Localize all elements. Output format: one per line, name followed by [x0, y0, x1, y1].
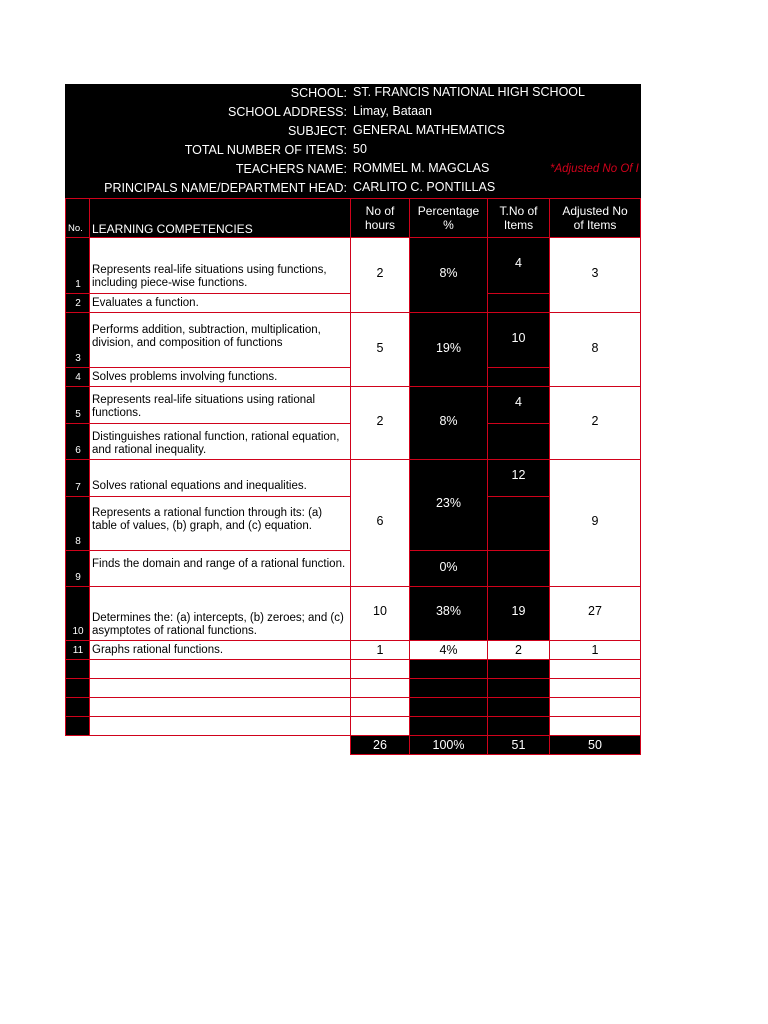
row-5-number: 5	[65, 386, 90, 424]
empty-row-cell	[409, 697, 488, 717]
adjusted-group-1[interactable]: 3	[549, 237, 641, 313]
percentage-group-2: 19%	[409, 312, 488, 387]
tno-blank-5	[487, 550, 550, 587]
adjusted-group-2[interactable]: 8	[549, 312, 641, 387]
empty-row-cell[interactable]	[549, 716, 641, 736]
empty-row-cell	[487, 697, 550, 717]
col-hours-label-1: No of	[365, 204, 395, 218]
total-tno: 51	[487, 735, 550, 755]
empty-row-cell	[409, 716, 488, 736]
total-adjusted: 50	[549, 735, 641, 755]
adjusted-group-6[interactable]: 1	[549, 640, 641, 660]
total-items-value[interactable]: 50	[353, 142, 367, 156]
tno-group-3: 4	[487, 386, 550, 424]
address-row	[65, 103, 641, 122]
address-value[interactable]: Limay, Bataan	[353, 104, 432, 118]
tno-blank-1	[487, 293, 550, 313]
empty-row-cell[interactable]	[549, 697, 641, 717]
empty-row-number	[65, 697, 90, 717]
col-adjusted-label-2: of Items	[573, 218, 617, 232]
hours-group-1[interactable]: 2	[350, 237, 410, 313]
tno-blank-4	[487, 496, 550, 551]
empty-row-cell[interactable]	[350, 697, 410, 717]
row-11-number: 11	[65, 640, 90, 660]
competency-7[interactable]: Solves rational equations and inequalities.	[89, 459, 351, 497]
tno-group-2: 10	[487, 312, 550, 368]
adjusted-note: *Adjusted No Of I	[550, 163, 639, 175]
row-6-number: 6	[65, 423, 90, 460]
total-hours: 26	[350, 735, 410, 755]
row-7-number: 7	[65, 459, 90, 497]
total-percentage: 100%	[409, 735, 488, 755]
principal-label: PRINCIPALS NAME/DEPARTMENT HEAD:	[104, 181, 347, 195]
hours-group-2[interactable]: 5	[350, 312, 410, 387]
empty-row-cell	[409, 678, 488, 698]
col-competencies-header	[89, 198, 351, 238]
empty-row-cell[interactable]	[89, 659, 351, 679]
hours-group-5[interactable]: 10	[350, 586, 410, 641]
competency-8[interactable]: Represents a rational function through its: (a) table of values, (b) graph, and (c) equation.	[89, 496, 351, 551]
hours-group-4[interactable]: 6	[350, 459, 410, 587]
tno-blank-3	[487, 423, 550, 460]
hours-group-3[interactable]: 2	[350, 386, 410, 460]
competency-1[interactable]: Represents real-life situations using functions, including piece-wise functions.	[89, 237, 351, 294]
row-3-number: 3	[65, 312, 90, 368]
empty-row-cell[interactable]	[89, 716, 351, 736]
competency-6[interactable]: Distinguishes rational function, rational equation, and rational inequality.	[89, 423, 351, 460]
school-label: SCHOOL:	[290, 86, 347, 100]
teacher-value[interactable]: ROMMEL M. MAGCLAS	[353, 161, 490, 175]
empty-row-cell[interactable]	[350, 678, 410, 698]
percentage-group-4: 23%	[409, 459, 488, 551]
adjusted-group-4[interactable]: 9	[549, 459, 641, 587]
empty-row-cell	[487, 659, 550, 679]
row-2-number: 2	[65, 293, 90, 313]
school-value[interactable]: ST. FRANCIS NATIONAL HIGH SCHOOL	[353, 85, 585, 99]
empty-row-number	[65, 659, 90, 679]
competency-3[interactable]: Performs addition, subtraction, multiplication, division, and composition of functions	[89, 312, 351, 368]
competency-5[interactable]: Represents real-life situations using rational functions.	[89, 386, 351, 424]
teacher-label: TEACHERS NAME:	[235, 162, 347, 176]
col-tno-label-2: Items	[503, 218, 534, 232]
total-items-label: TOTAL NUMBER OF ITEMS:	[184, 143, 347, 157]
tno-group-4: 12	[487, 459, 550, 497]
col-no-label: No.	[68, 223, 83, 234]
total-items-row	[65, 141, 641, 160]
principal-row	[65, 179, 641, 198]
percentage-group-5: 0%	[409, 550, 488, 587]
row-9-number: 9	[65, 550, 90, 587]
competency-11[interactable]: Graphs rational functions.	[89, 640, 351, 660]
empty-row-cell[interactable]	[89, 678, 351, 698]
empty-row-number	[65, 678, 90, 698]
col-percentage-header	[409, 198, 488, 238]
col-adjusted-header	[549, 198, 641, 238]
col-competencies-label: LEARNING COMPETENCIES	[92, 222, 253, 236]
empty-row-cell[interactable]	[350, 716, 410, 736]
hours-group-6[interactable]: 1	[350, 640, 410, 660]
percentage-group-6: 38%	[409, 586, 488, 641]
col-hours-label-2: hours	[364, 218, 396, 232]
empty-row-cell	[487, 716, 550, 736]
col-percentage-label-2: %	[443, 218, 454, 232]
col-tno-label-1: T.No of	[499, 204, 538, 218]
empty-row-cell[interactable]	[549, 659, 641, 679]
row-1-number: 1	[65, 237, 90, 294]
col-adjusted-label-1: Adjusted No	[562, 204, 628, 218]
adjusted-group-5[interactable]: 27	[549, 586, 641, 641]
school-row	[65, 84, 641, 103]
empty-row-cell	[409, 659, 488, 679]
col-percentage-label-1: Percentage	[417, 204, 480, 218]
tno-group-1: 4	[487, 237, 550, 294]
subject-label: SUBJECT:	[287, 124, 347, 138]
header-block	[65, 84, 641, 198]
competency-4[interactable]: Solves problems involving functions.	[89, 367, 351, 387]
competency-2[interactable]: Evaluates a function.	[89, 293, 351, 313]
row-8-number: 8	[65, 496, 90, 551]
tno-group-5: 19	[487, 586, 550, 641]
percentage-group-1: 8%	[409, 237, 488, 313]
subject-row	[65, 122, 641, 141]
subject-value[interactable]: GENERAL MATHEMATICS	[353, 123, 505, 137]
col-tno-header	[487, 198, 550, 238]
percentage-group-7: 4%	[409, 640, 488, 660]
row-4-number: 4	[65, 367, 90, 387]
adjusted-group-3[interactable]: 2	[549, 386, 641, 460]
principal-value[interactable]: CARLITO C. PONTILLAS	[353, 180, 496, 194]
empty-row-cell[interactable]	[549, 678, 641, 698]
tno-blank-2	[487, 367, 550, 387]
tno-group-6: 2	[487, 640, 550, 660]
col-hours-header	[350, 198, 410, 238]
row-10-number: 10	[65, 586, 90, 641]
empty-row-number	[65, 716, 90, 736]
percentage-group-3: 8%	[409, 386, 488, 460]
col-no-header	[65, 198, 90, 238]
empty-row-cell[interactable]	[89, 697, 351, 717]
empty-row-cell[interactable]	[350, 659, 410, 679]
competency-10[interactable]: Determines the: (a) intercepts, (b) zeroes; and (c) asymptotes of rational functions.	[89, 586, 351, 641]
empty-row-cell	[487, 678, 550, 698]
competency-9[interactable]: Finds the domain and range of a rational function.	[89, 550, 351, 587]
address-label: SCHOOL ADDRESS:	[227, 105, 347, 119]
